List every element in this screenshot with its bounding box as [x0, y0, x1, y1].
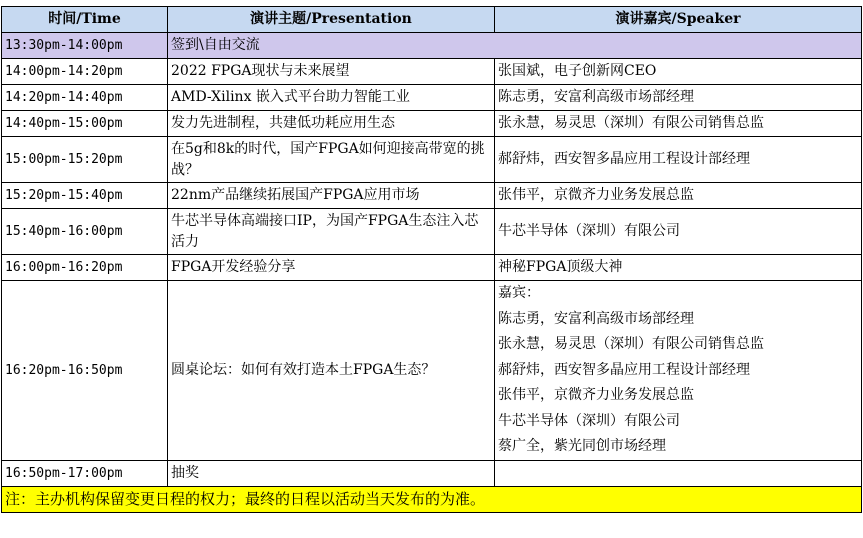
topic-cell: 22nm产品继续拓展国产FPGA应用市场	[168, 183, 495, 209]
table-row	[2, 209, 862, 255]
topic-cell: 2022 FPGA现状与未来展望	[168, 59, 495, 85]
time-cell: 15:00pm-15:20pm	[2, 137, 168, 183]
table-row	[2, 33, 862, 59]
topic-header: 演讲主题/Presentation	[168, 7, 495, 33]
time-cell: 15:20pm-15:40pm	[2, 183, 168, 209]
speaker-cell: 张伟平，京微齐力业务发展总监	[495, 183, 862, 209]
table-row	[2, 255, 862, 281]
speaker-line: 张伟平，京微齐力业务发展总监	[498, 387, 694, 403]
time-header: 时间/Time	[2, 7, 168, 33]
time-cell: 13:30pm-14:00pm	[2, 33, 168, 59]
table-row	[2, 183, 862, 209]
topic-cell: 签到\自由交流	[168, 33, 862, 59]
speaker-cell: 神秘FPGA顶级大神	[495, 255, 862, 281]
speaker-line: 蔡广全，紫光同创市场经理	[498, 438, 666, 454]
table-row	[2, 85, 862, 111]
time-cell: 14:20pm-14:40pm	[2, 85, 168, 111]
header-row	[2, 7, 862, 33]
speaker-cell: 陈志勇，安富利高级市场部经理	[495, 85, 862, 111]
time-cell: 14:00pm-14:20pm	[2, 59, 168, 85]
speaker-cell: 张国斌，电子创新网CEO	[495, 59, 862, 85]
speaker-line: 郝舒炜，西安智多晶应用工程设计部经理	[498, 361, 750, 378]
speaker-header: 演讲嘉宾/Speaker	[495, 7, 862, 33]
table-row	[2, 59, 862, 85]
speaker-cell	[495, 460, 862, 486]
topic-cell: FPGA开发经验分享	[168, 255, 495, 281]
topic-cell: 圆桌论坛：如何有效打造本土FPGA生态？	[168, 281, 495, 461]
topic-cell: 抽奖	[168, 460, 495, 486]
time-cell: 16:20pm-16:50pm	[2, 281, 168, 461]
speaker-line: 嘉宾：	[498, 285, 540, 301]
note-row	[2, 486, 862, 512]
time-cell: 16:50pm-17:00pm	[2, 460, 168, 486]
table-row	[2, 460, 862, 486]
topic-cell: AMD-Xilinx 嵌入式平台助力智能工业	[168, 85, 495, 111]
topic-cell: 在5g和8k的时代，国产FPGA如何迎接高带宽的挑战？	[168, 137, 495, 183]
speaker-cell: 牛芯半导体（深圳）有限公司	[495, 209, 862, 255]
time-cell: 16:00pm-16:20pm	[2, 255, 168, 281]
time-cell: 14:40pm-15:00pm	[2, 111, 168, 137]
speaker-cell	[495, 281, 862, 461]
topic-cell: 发力先进制程，共建低功耗应用生态	[168, 111, 495, 137]
table-row	[2, 281, 862, 461]
table-row	[2, 137, 862, 183]
time-cell: 15:40pm-16:00pm	[2, 209, 168, 255]
schedule-table	[1, 6, 862, 513]
topic-cell: 牛芯半导体高端接口IP，为国产FPGA生态注入芯活力	[168, 209, 495, 255]
disclaimer-note: 注：主办机构保留变更日程的权力；最终的日程以活动当天发布的为准。	[2, 486, 862, 512]
speaker-line: 张永慧，易灵思（深圳）有限公司销售总监	[498, 336, 764, 352]
speaker-line: 牛芯半导体（深圳）有限公司	[498, 412, 680, 429]
speaker-cell: 张永慧，易灵思（深圳）有限公司销售总监	[495, 111, 862, 137]
table-row	[2, 111, 862, 137]
speaker-cell: 郝舒炜，西安智多晶应用工程设计部经理	[495, 137, 862, 183]
speaker-line: 陈志勇，安富利高级市场部经理	[498, 310, 694, 327]
